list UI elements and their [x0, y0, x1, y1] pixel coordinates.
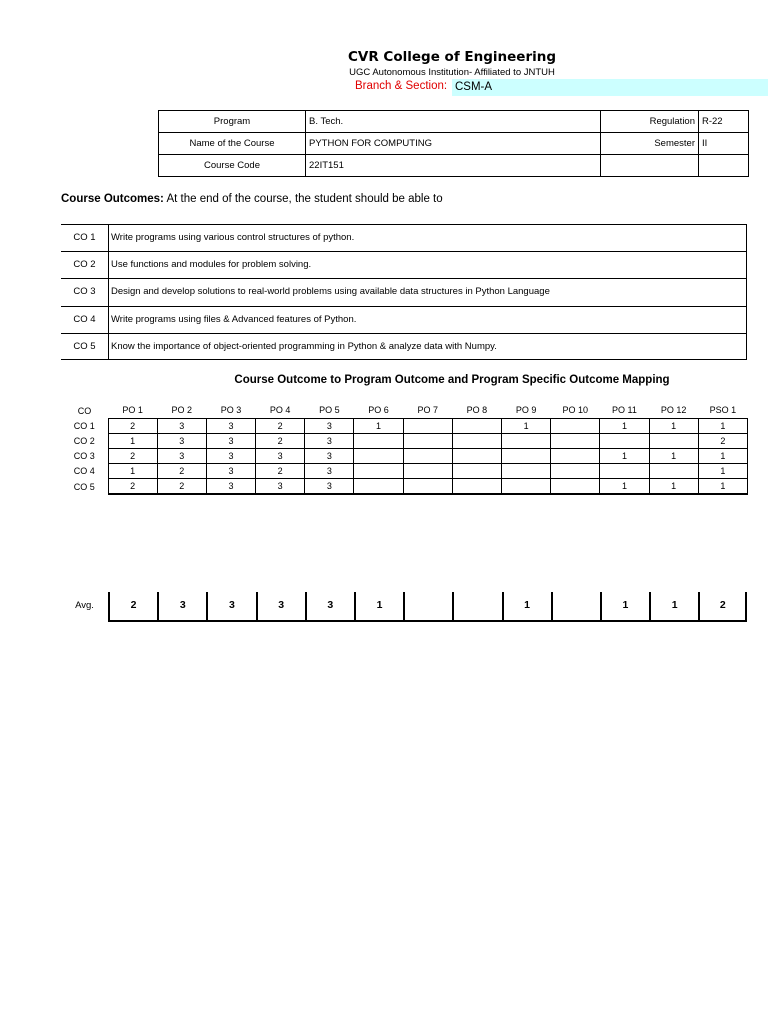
mapping-row [61, 433, 747, 448]
course-info-table [158, 110, 749, 177]
mapping-cell[interactable]: 2 [256, 464, 305, 479]
mapping-cell[interactable]: 1 [502, 418, 551, 433]
mapping-cell[interactable] [502, 464, 551, 479]
mapping-cell[interactable] [403, 418, 452, 433]
mapping-cell[interactable]: 1 [600, 479, 649, 495]
info-row-program [159, 111, 749, 133]
mapping-cell[interactable]: 1 [600, 418, 649, 433]
co-text[interactable]: Write programs using files & Advanced features of Python. [108, 307, 747, 333]
mapping-cell[interactable] [354, 433, 403, 448]
mapping-cell[interactable] [403, 479, 452, 495]
mapping-row-label: CO 3 [73, 451, 95, 462]
program-label: Program [159, 111, 306, 133]
mapping-cell[interactable] [649, 433, 698, 448]
mapping-cell[interactable] [502, 479, 551, 495]
empty-cell[interactable] [601, 155, 699, 177]
course-outcomes-list [61, 224, 747, 360]
info-row-course-code [159, 155, 749, 177]
mapping-row-label: CO 1 [73, 420, 95, 431]
mapping-column-header: PO 3 [220, 405, 242, 416]
mapping-cell[interactable] [551, 479, 600, 495]
mapping-row [61, 479, 747, 495]
mapping-cell[interactable] [354, 449, 403, 464]
mapping-cell[interactable]: 2 [157, 464, 206, 479]
co-id: CO 1 [73, 232, 96, 243]
co-po-mapping-table [61, 403, 748, 495]
mapping-cell[interactable] [600, 464, 649, 479]
regulation-label: Regulation [601, 111, 699, 133]
branch-section-value[interactable]: CSM-A [452, 79, 768, 96]
mapping-cell[interactable]: 3 [206, 433, 255, 448]
mapping-cell[interactable]: 1 [354, 418, 403, 433]
mapping-cell[interactable]: 2 [698, 433, 747, 448]
mapping-cell[interactable] [354, 464, 403, 479]
college-name: CVR College of Engineering [347, 49, 557, 65]
mapping-column-header: PO 8 [466, 405, 488, 416]
mapping-cell[interactable]: 3 [157, 418, 206, 433]
mapping-row [61, 464, 747, 479]
avg-cell[interactable] [403, 592, 452, 620]
mapping-cell[interactable]: 2 [108, 418, 157, 433]
mapping-column-header: PO 1 [122, 405, 143, 416]
mapping-cell[interactable] [649, 464, 698, 479]
mapping-cell[interactable]: 3 [157, 449, 206, 464]
avg-cell[interactable]: 3 [157, 592, 206, 620]
mapping-column-header: PO 12 [660, 405, 687, 416]
mapping-cell[interactable]: 1 [698, 418, 747, 433]
mapping-cell[interactable] [452, 449, 501, 464]
semester-label: Semester [601, 133, 699, 155]
course-code-label: Course Code [159, 155, 306, 177]
mapping-cell[interactable]: 3 [305, 449, 354, 464]
mapping-row-label: CO 5 [73, 481, 95, 492]
mapping-corner-header: CO [77, 405, 92, 416]
mapping-cell[interactable] [452, 464, 501, 479]
mapping-cell[interactable] [551, 433, 600, 448]
co-id: CO 3 [73, 286, 96, 298]
co-id: CO 2 [73, 259, 96, 271]
course-name-label: Name of the Course [159, 133, 306, 155]
mapping-cell[interactable] [452, 418, 501, 433]
mapping-row-label: CO 4 [73, 466, 95, 477]
mapping-cell[interactable]: 1 [698, 464, 747, 479]
mapping-cell[interactable]: 1 [649, 418, 698, 433]
avg-cell[interactable] [452, 592, 501, 620]
co-row [61, 224, 747, 251]
mapping-cell[interactable]: 3 [256, 449, 305, 464]
mapping-column-header: PO 11 [612, 405, 637, 416]
mapping-cell[interactable] [502, 433, 551, 448]
mapping-cell[interactable] [403, 449, 452, 464]
mapping-cell[interactable]: 3 [256, 479, 305, 495]
mapping-cell[interactable]: 1 [649, 449, 698, 464]
mapping-cell[interactable] [551, 464, 600, 479]
co-id: CO 5 [73, 340, 96, 352]
mapping-cell[interactable]: 3 [206, 449, 255, 464]
college-subtitle: UGC Autonomous Institution- Affiliated to JNTUH [349, 67, 555, 78]
mapping-cell[interactable]: 1 [108, 464, 157, 479]
co-text[interactable]: Know the importance of object-oriented programming in Python & analyze data with Numpy. [108, 334, 747, 359]
co-text[interactable]: Write programs using various control structures of python. [108, 225, 747, 251]
mapping-column-header: PO 2 [171, 405, 193, 416]
co-row [61, 333, 747, 360]
mapping-cell[interactable]: 1 [698, 479, 747, 495]
course-outcomes-heading-bold: Course Outcomes: [61, 193, 164, 205]
mapping-cell[interactable]: 1 [698, 449, 747, 464]
avg-cell[interactable]: 1 [600, 592, 649, 620]
mapping-cell[interactable]: 1 [600, 449, 649, 464]
program-value[interactable]: B. Tech. [306, 111, 601, 133]
empty-cell[interactable] [699, 155, 749, 177]
mapping-column-header: PSO 1 [709, 405, 737, 416]
mapping-cell[interactable]: 3 [206, 464, 255, 479]
mapping-column-header: PO 9 [515, 405, 537, 416]
mapping-row [61, 449, 747, 464]
mapping-cell[interactable] [551, 418, 600, 433]
mapping-column-header: PO 5 [319, 405, 340, 416]
avg-cell[interactable]: 1 [354, 592, 403, 620]
course-code-value[interactable]: 22IT151 [306, 155, 601, 177]
mapping-cell[interactable] [551, 449, 600, 464]
mapping-row [61, 418, 747, 433]
course-outcomes-heading [61, 193, 443, 205]
mapping-cell[interactable] [452, 479, 501, 495]
mapping-cell[interactable]: 3 [305, 464, 354, 479]
semester-value[interactable]: II [699, 133, 749, 155]
mapping-cell[interactable]: 3 [305, 418, 354, 433]
co-text[interactable]: Design and develop solutions to real-world problems using available data structures in Python Language [108, 279, 747, 305]
mapping-cell[interactable]: 2 [157, 479, 206, 495]
course-name-value[interactable]: PYTHON FOR COMPUTING [306, 133, 601, 155]
mapping-cell[interactable]: 1 [649, 479, 698, 495]
avg-cell[interactable]: 1 [502, 592, 551, 620]
mapping-cell[interactable]: 2 [108, 449, 157, 464]
avg-cell[interactable]: 3 [305, 592, 354, 620]
avg-cell[interactable]: 3 [256, 592, 305, 620]
avg-row [108, 592, 747, 622]
mapping-column-header: PO 4 [269, 405, 291, 416]
mapping-cell[interactable] [452, 433, 501, 448]
avg-cell[interactable]: 3 [206, 592, 255, 620]
mapping-cell[interactable] [403, 433, 452, 448]
mapping-column-header: PO 10 [562, 405, 589, 416]
avg-cell[interactable] [551, 592, 600, 620]
mapping-row-label: CO 2 [73, 435, 95, 446]
co-row [61, 306, 747, 333]
avg-cell[interactable]: 2 [108, 592, 157, 620]
mapping-column-header: PO 7 [417, 405, 438, 416]
mapping-cell[interactable]: 3 [305, 433, 354, 448]
avg-cell[interactable]: 1 [649, 592, 698, 620]
mapping-cell[interactable] [600, 433, 649, 448]
mapping-cell[interactable] [502, 449, 551, 464]
branch-section-label: Branch & Section: [355, 80, 448, 92]
mapping-cell[interactable]: 3 [305, 479, 354, 495]
regulation-value[interactable]: R-22 [699, 111, 749, 133]
co-text[interactable]: Use functions and modules for problem solving. [108, 252, 747, 278]
mapping-cell[interactable] [403, 464, 452, 479]
mapping-column-header: PO 6 [368, 405, 389, 416]
mapping-cell[interactable]: 2 [108, 479, 157, 495]
course-outcomes-heading-text: At the end of the course, the student should be able to [163, 193, 443, 205]
mapping-cell[interactable]: 3 [206, 418, 255, 433]
co-row [61, 251, 747, 278]
mapping-cell[interactable] [354, 479, 403, 495]
info-row-course-name [159, 133, 749, 155]
mapping-header-row [61, 403, 747, 418]
mapping-cell[interactable]: 2 [256, 418, 305, 433]
mapping-cell[interactable]: 1 [108, 433, 157, 448]
mapping-cell[interactable]: 3 [206, 479, 255, 495]
mapping-cell[interactable]: 2 [256, 433, 305, 448]
mapping-title: Course Outcome to Program Outcome and Program Specific Outcome Mapping [234, 374, 670, 386]
mapping-cell[interactable]: 3 [157, 433, 206, 448]
avg-label: Avg. [75, 600, 94, 611]
co-id: CO 4 [73, 313, 96, 325]
co-row [61, 278, 747, 305]
avg-cell[interactable]: 2 [698, 592, 747, 620]
